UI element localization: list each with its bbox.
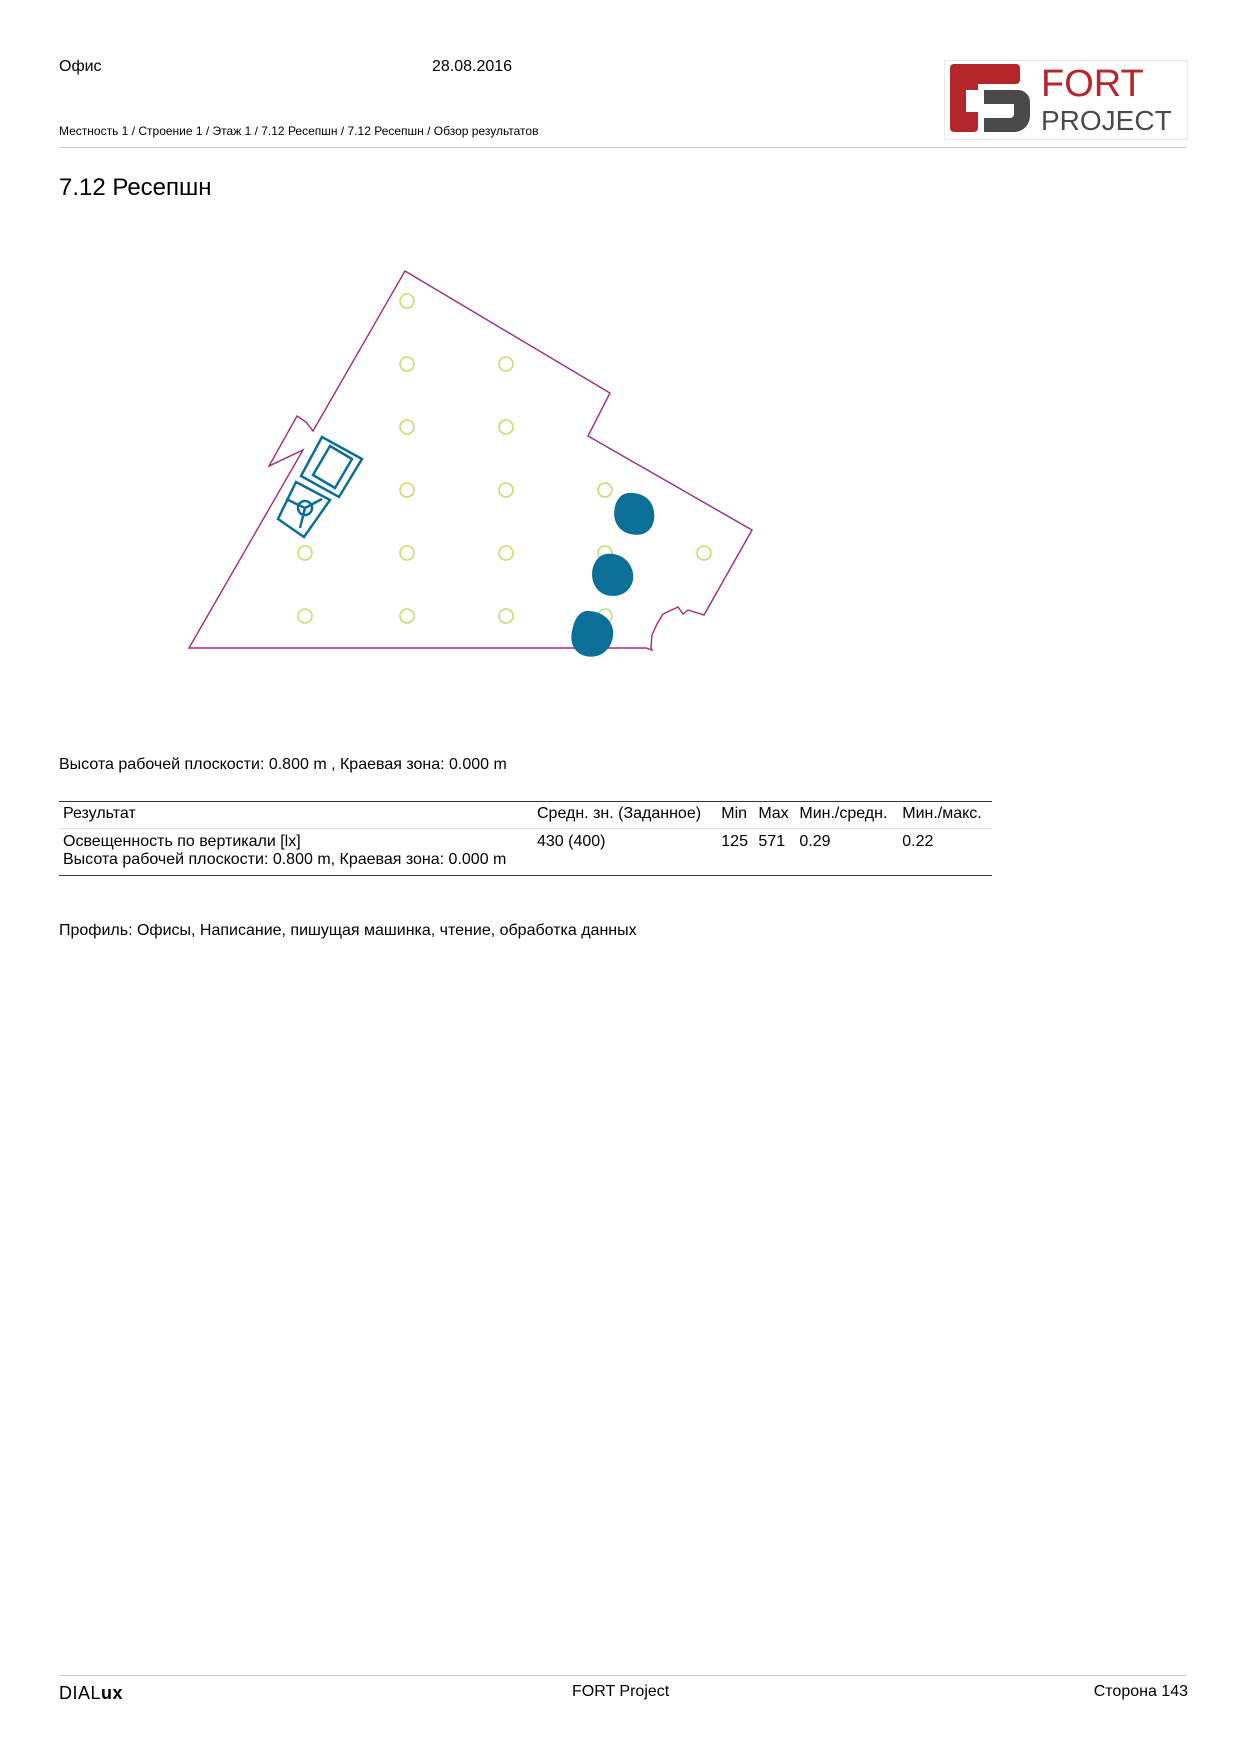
results-table [59,801,992,876]
header-divider [59,147,1187,148]
grid-point [499,357,513,371]
table-row [59,829,992,876]
reception-desk [278,437,362,537]
table-header-row [59,802,992,829]
grid-point [598,483,612,497]
grid-point [499,420,513,434]
col-min: Min [717,802,754,829]
dialux-brand-bold: ux [101,1683,124,1703]
project-name: Офис [59,58,102,75]
col-avg: Средн. зн. (Заданное) [533,802,717,829]
grid-point [400,546,414,560]
result-subline: Высота рабочей плоскости: 0.800 m, Краевая зона: 0.000 m [63,851,507,868]
page-number: Сторона 143 [1093,1683,1188,1700]
page-title: 7.12 Ресепшн [59,174,212,201]
logo-text-fort: FORT [1041,63,1144,105]
result-name: Освещенность по вертикали [lx] [63,833,301,850]
grid-point [499,609,513,623]
report-date: 28.08.2016 [432,58,513,75]
grid-point [499,546,513,560]
plants [571,493,654,657]
col-min-avg: Мин./средн. [795,802,898,829]
result-name-cell [59,829,533,876]
fort-project-logo [944,60,1188,140]
result-max: 571 [758,833,786,850]
workplane-info: Высота рабочей плоскости: 0.800 m , Краевая зона: 0.000 m [59,756,507,773]
result-min: 125 [721,833,748,850]
dialux-brand [59,1683,123,1704]
grid-point [400,420,414,434]
result-min-avg: 0.29 [799,833,831,850]
grid-point [697,546,711,560]
grid-point [400,483,414,497]
logo-mark-icon [950,64,1030,132]
room-floor-plan [180,262,760,672]
grid-point [400,294,414,308]
result-avg: 430 (400) [537,833,606,850]
breadcrumb: Местность 1 / Строение 1 / Этаж 1 / 7.12 Ресепшн / 7.12 Ресепшн / Обзор результатов [59,124,539,138]
col-result: Результат [59,802,533,829]
grid-point [400,357,414,371]
grid-point [298,546,312,560]
grid-point [499,483,513,497]
result-min-max: 0.22 [902,833,934,850]
logo-text-project: PROJECT [1041,105,1172,136]
usage-profile: Профиль: Офисы, Написание, пишущая машинка, чтение, обработка данных [59,922,637,939]
grid-point [400,609,414,623]
footer-company: FORT Project [572,1683,670,1700]
col-max: Max [754,802,795,829]
grid-point [298,609,312,623]
room-outline [189,271,752,650]
dialux-brand-light: DIAL [59,1683,102,1703]
footer-divider [59,1675,1187,1676]
col-min-max: Мин./макс. [898,802,992,829]
